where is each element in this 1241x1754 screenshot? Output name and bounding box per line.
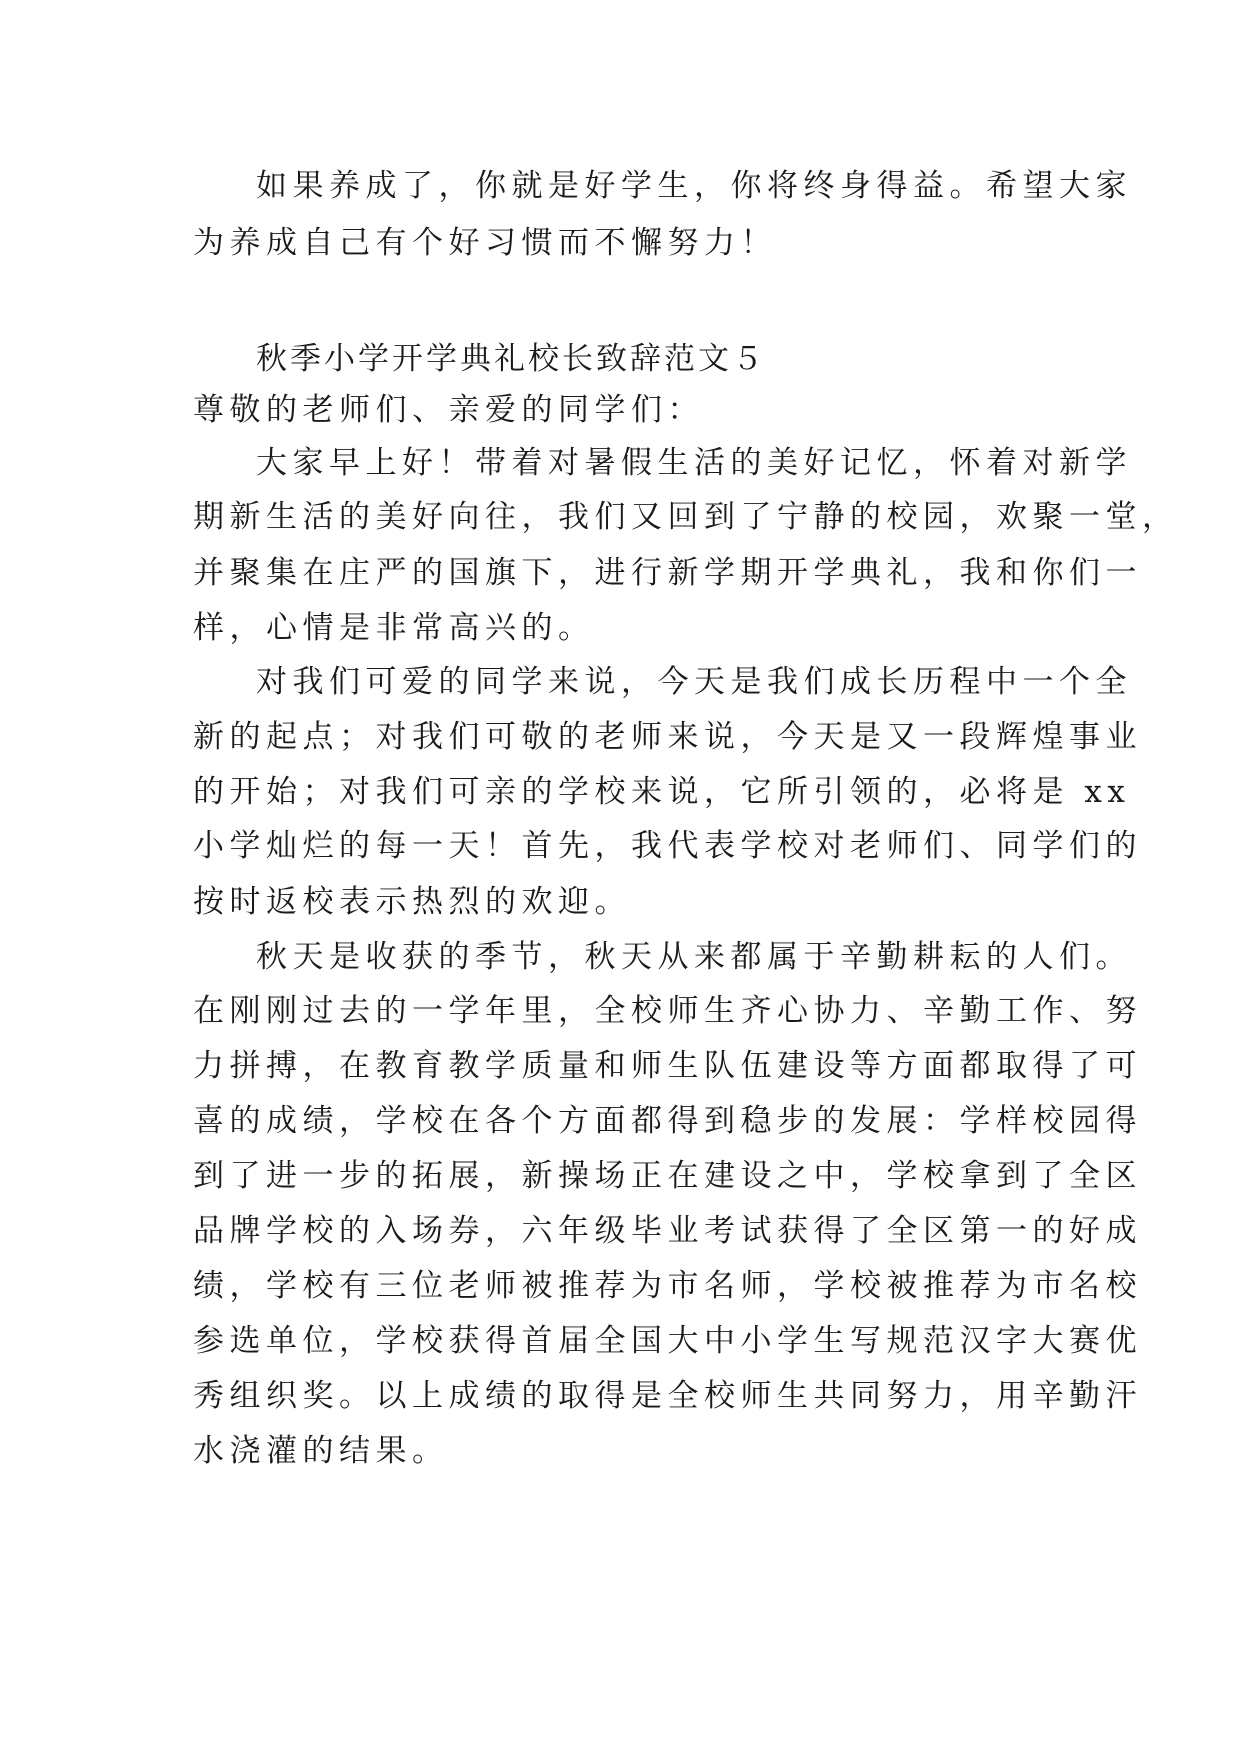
text-line: 参选单位，学校获得首届全国大中小学生写规范汉字大赛优: [193, 1323, 1142, 1359]
text-line: 小学灿烂的每一天！首先，我代表学校对老师们、同学们的: [193, 828, 1142, 864]
section-title: 秋季小学开学典礼校长致辞范文５: [256, 341, 766, 377]
text-line: 样，心情是非常高兴的。: [193, 610, 595, 646]
text-line: 按时返校表示热烈的欢迎。: [193, 884, 631, 920]
text-line: 的开始；对我们可亲的学校来说，它所引领的，必将是 xx: [193, 774, 1131, 810]
text-line: 期新生活的美好向往，我们又回到了宁静的校园，欢聚一堂，: [193, 499, 1179, 535]
text-line: 新的起点；对我们可敬的老师来说，今天是又一段辉煌事业: [193, 719, 1142, 755]
text-line: 并聚集在庄严的国旗下，进行新学期开学典礼，我和你们一: [193, 555, 1142, 591]
text-line: 大家早上好！带着对暑假生活的美好记忆，怀着对新学: [256, 445, 1132, 481]
salutation: 尊敬的老师们、亲爱的同学们：: [193, 392, 704, 428]
text-line: 对我们可爱的同学来说，今天是我们成长历程中一个全: [256, 664, 1132, 700]
text-line: 绩，学校有三位老师被推荐为市名师，学校被推荐为市名校: [193, 1268, 1142, 1304]
text-line: 水浇灌的结果。: [193, 1433, 449, 1469]
text-line: 在刚刚过去的一学年里，全校师生齐心协力、辛勤工作、努: [193, 993, 1142, 1029]
text-line: 秀组织奖。以上成绩的取得是全校师生共同努力，用辛勤汗: [193, 1378, 1142, 1414]
text-line: 力拼搏，在教育教学质量和师生队伍建设等方面都取得了可: [193, 1048, 1142, 1084]
text-line: 如果养成了，你就是好学生，你将终身得益。希望大家: [256, 168, 1132, 204]
text-line: 喜的成绩，学校在各个方面都得到稳步的发展：学样校园得: [193, 1103, 1142, 1139]
text-line: 品牌学校的入场券，六年级毕业考试获得了全区第一的好成: [193, 1213, 1142, 1249]
text-line: 秋天是收获的季节，秋天从来都属于辛勤耕耘的人们。: [256, 939, 1132, 975]
text-line: 为养成自己有个好习惯而不懈努力！: [193, 225, 777, 261]
text-line: 到了进一步的拓展，新操场正在建设之中，学校拿到了全区: [193, 1158, 1142, 1194]
